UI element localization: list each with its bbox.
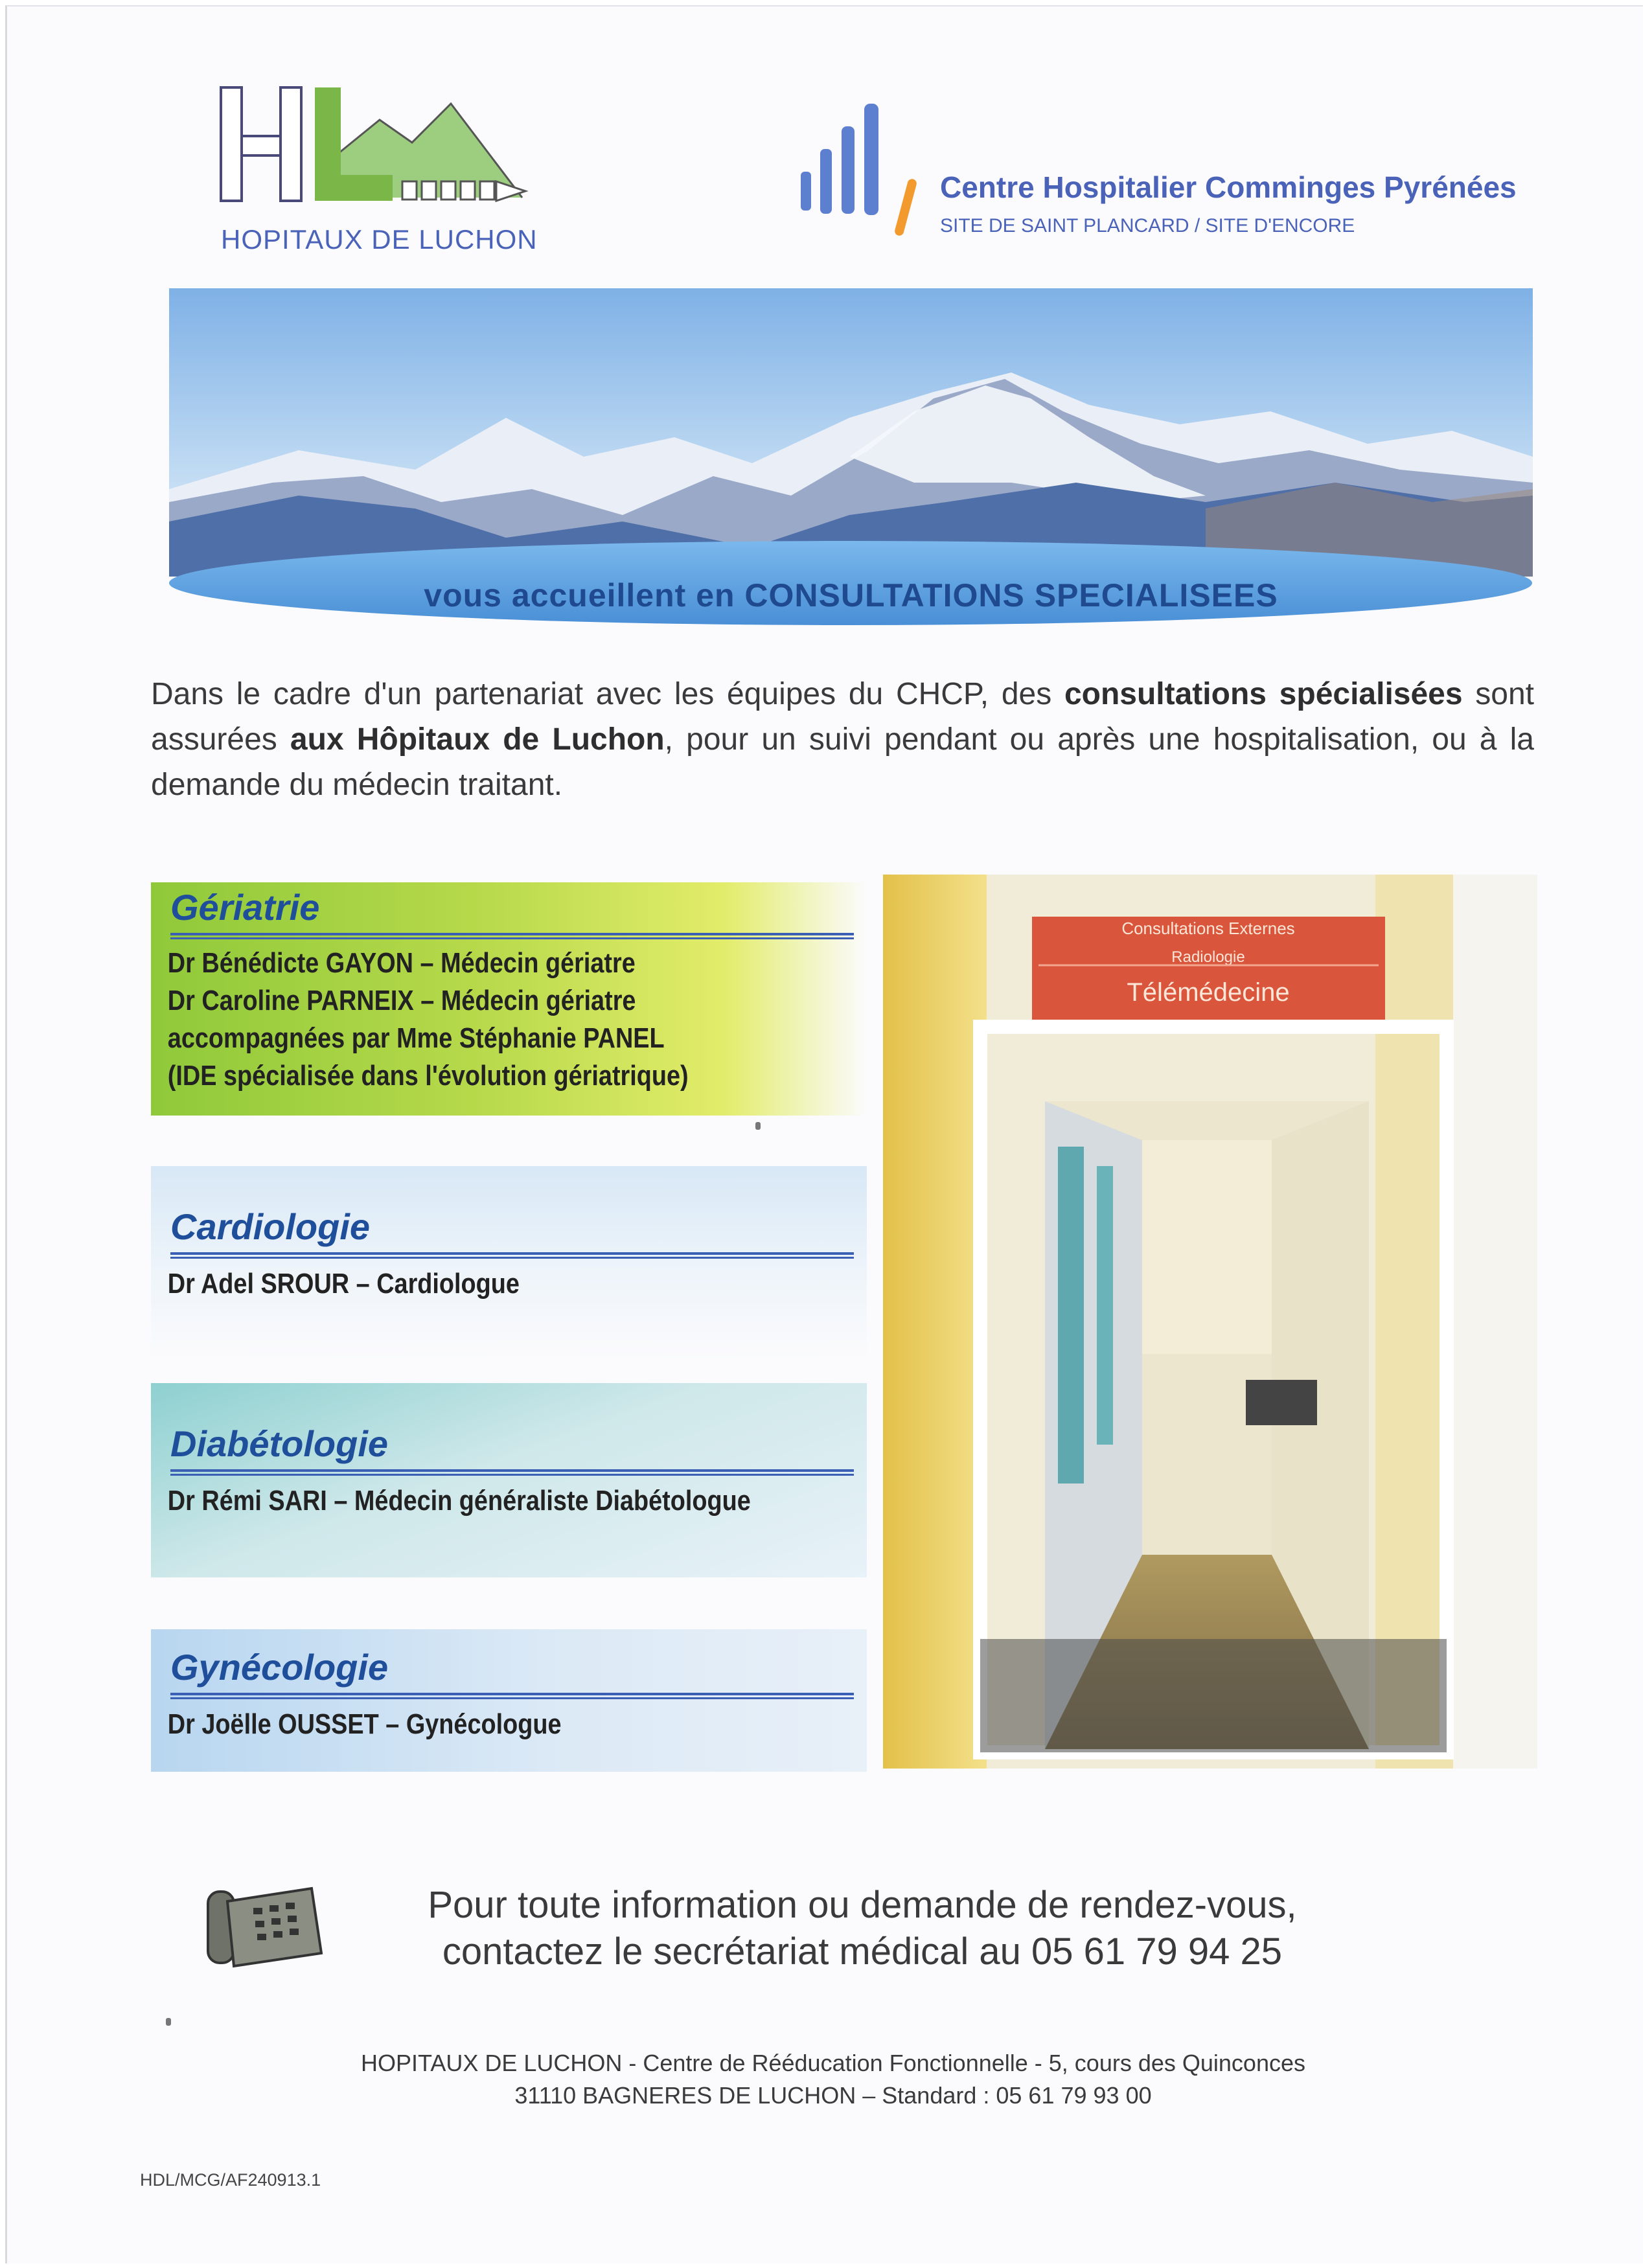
hopitaux-de-luchon-logo bbox=[218, 84, 568, 214]
contact-line-2: contactez le secrétariat médical au 05 61 79 94 25 bbox=[442, 1930, 1283, 1973]
title-underline bbox=[170, 1693, 854, 1699]
specialty-title: Gynécologie bbox=[170, 1647, 389, 1688]
specialty-cardiologie bbox=[151, 1166, 867, 1360]
telephone-icon bbox=[201, 1882, 325, 1973]
sign-line-2: Radiologie bbox=[1171, 948, 1245, 966]
doctor-line: Dr Caroline PARNEIX – Médecin gériatre bbox=[167, 985, 636, 1016]
intro-text-3: , pour un suivi pendant ou après une hospitalisation, ou à la demande du médecin traitant. bbox=[151, 722, 1534, 802]
contact-block bbox=[344, 1882, 1381, 1975]
scan-speck bbox=[755, 1122, 761, 1130]
chcp-name: Centre Hospitalier Comminges Pyrénées bbox=[940, 170, 1517, 204]
doctor-line: (IDE spécialisée dans l'évolution gériatrique) bbox=[167, 1060, 689, 1092]
document-reference: HDL/MCG/AF240913.1 bbox=[140, 2170, 321, 2190]
doctor-line: Dr Rémi SARI – Médecin généraliste Diabétologue bbox=[167, 1485, 751, 1517]
doctor-line: Dr Joëlle OUSSET – Gynécologue bbox=[167, 1708, 562, 1740]
intro-paragraph bbox=[151, 672, 1534, 808]
contact-line-1: Pour toute information ou demande de rendez-vous, bbox=[428, 1884, 1297, 1926]
title-underline bbox=[170, 1252, 854, 1259]
specialty-title: Gériatrie bbox=[170, 887, 320, 928]
specialty-title: Cardiologie bbox=[170, 1206, 371, 1247]
intro-bold-1: consultations spécialisées bbox=[1064, 677, 1463, 711]
mountain-banner bbox=[169, 288, 1533, 625]
footer-address bbox=[201, 2047, 1465, 2112]
doctor-line: Dr Bénédicte GAYON – Médecin gériatre bbox=[167, 947, 636, 979]
intro-text-1: Dans le cadre d'un partenariat avec les équipes du CHCP, des bbox=[151, 677, 1064, 711]
title-underline bbox=[170, 1469, 854, 1476]
footer-line-2: 31110 BAGNERES DE LUCHON – Standard : 05 61 79 93 00 bbox=[514, 2082, 1152, 2109]
specialty-gynecologie bbox=[151, 1629, 867, 1772]
corridor-photo bbox=[883, 875, 1537, 1769]
footer-line-1: HOPITAUX DE LUCHON - Centre de Rééducation Fonctionnelle - 5, cours des Quinconces bbox=[361, 2050, 1305, 2076]
intro-bold-2: aux Hôpitaux de Luchon bbox=[290, 722, 665, 757]
sign-line-1: Consultations Externes bbox=[1121, 919, 1295, 938]
sign-line-3: Télémédecine bbox=[1127, 978, 1290, 1007]
chcp-logo-bars bbox=[797, 100, 927, 243]
specialty-diabetologie bbox=[151, 1383, 867, 1577]
title-underline bbox=[170, 933, 854, 939]
doctor-line: Dr Adel SROUR – Cardiologue bbox=[167, 1268, 520, 1300]
hopitaux-de-luchon-caption: HOPITAUX DE LUCHON bbox=[221, 224, 538, 255]
scan-speck bbox=[166, 2018, 171, 2026]
banner-caption: vous accueillent en CONSULTATIONS SPECIALISEES bbox=[424, 577, 1278, 613]
intro-text-2: sont assurées bbox=[151, 677, 1535, 757]
specialty-geriatrie bbox=[151, 882, 867, 1116]
page bbox=[5, 5, 1643, 2263]
doctor-line: accompagnées par Mme Stéphanie PANEL bbox=[167, 1022, 665, 1054]
specialty-title: Diabétologie bbox=[170, 1423, 389, 1464]
chcp-sites: SITE DE SAINT PLANCARD / SITE D'ENCORE bbox=[940, 215, 1355, 236]
